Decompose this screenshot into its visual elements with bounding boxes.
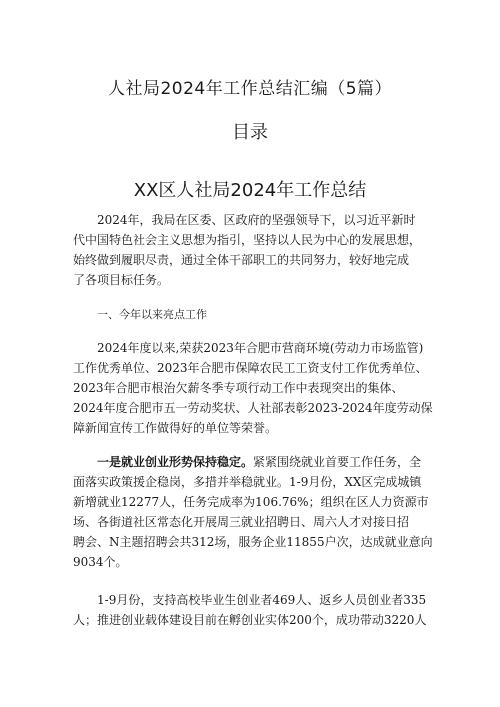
- paragraph-honors: [73, 338, 438, 438]
- text-line: 2024年度合肥市五一劳动奖状、人社部表彰2023-2024年度劳动保: [73, 401, 433, 415]
- text-line: 1-9月份，支持高校毕业生创业者469人、返乡人员创业者335: [97, 593, 427, 607]
- text-line: 9034个。: [73, 555, 128, 569]
- lead-phrase: 一是就业创业形势保持稳定。: [97, 455, 254, 469]
- text-line: 代中国特色社会主义思想为指引，坚持以人民为中心的发展思想，: [73, 233, 422, 247]
- text-line: 障新闻宣传工作做得好的单位等荣誉。: [73, 421, 278, 435]
- text-line: 2024年，我局在区委、区政府的坚强领导下，以习近平新时: [97, 213, 416, 227]
- paragraph-entrepreneurship: [73, 590, 438, 630]
- document-title: 人社局2024年工作总结汇编（5篇）: [107, 79, 393, 99]
- text-line: 2024年度以来,荣获2023年合肥市营商环境(劳动力市场监管): [97, 341, 424, 355]
- text-line: 面落实政策援企稳岗，多措并举稳就业。1-9月份，XX区完成城镇: [73, 475, 422, 489]
- paragraph-intro: [73, 210, 438, 290]
- text-line: 工作优秀单位、2023年合肥市保障农民工工资支付工作优秀单位、: [73, 361, 428, 375]
- text-line: 2023年合肥市根治欠薪冬季专项行动工作中表现突出的集体、: [73, 381, 404, 395]
- text-line: 聘会、N主题招聘会共312场，服务企业11855户次，达成就业意向: [73, 535, 433, 549]
- text-line: 场、各街道社区常态化开展周三就业招聘日、周六人才对接日招: [73, 515, 410, 529]
- toc-heading: 目录: [232, 122, 268, 143]
- text-line: [73, 452, 438, 472]
- text-line: 人；推进创业载体建设目前在孵创业实体200个，成功带动3220人: [73, 613, 427, 627]
- paragraph-employment: [73, 452, 438, 572]
- text-line: 始终做到履职尽责，通过全体干部职工的共同努力，较好地完成: [73, 253, 410, 267]
- subheading-text: 一、今年以来亮点工作: [97, 308, 207, 321]
- section-title: XX区人社局2024年工作总结: [133, 180, 367, 201]
- text-line: 新增就业12277人，任务完成率为106.76%；组织在区人力资源市: [73, 495, 429, 509]
- subheading-highlights: [73, 305, 438, 325]
- text-line: 了各项目标任务。: [73, 273, 170, 287]
- text-span: 紧紧围绕就业首要工作任务，全: [253, 455, 422, 469]
